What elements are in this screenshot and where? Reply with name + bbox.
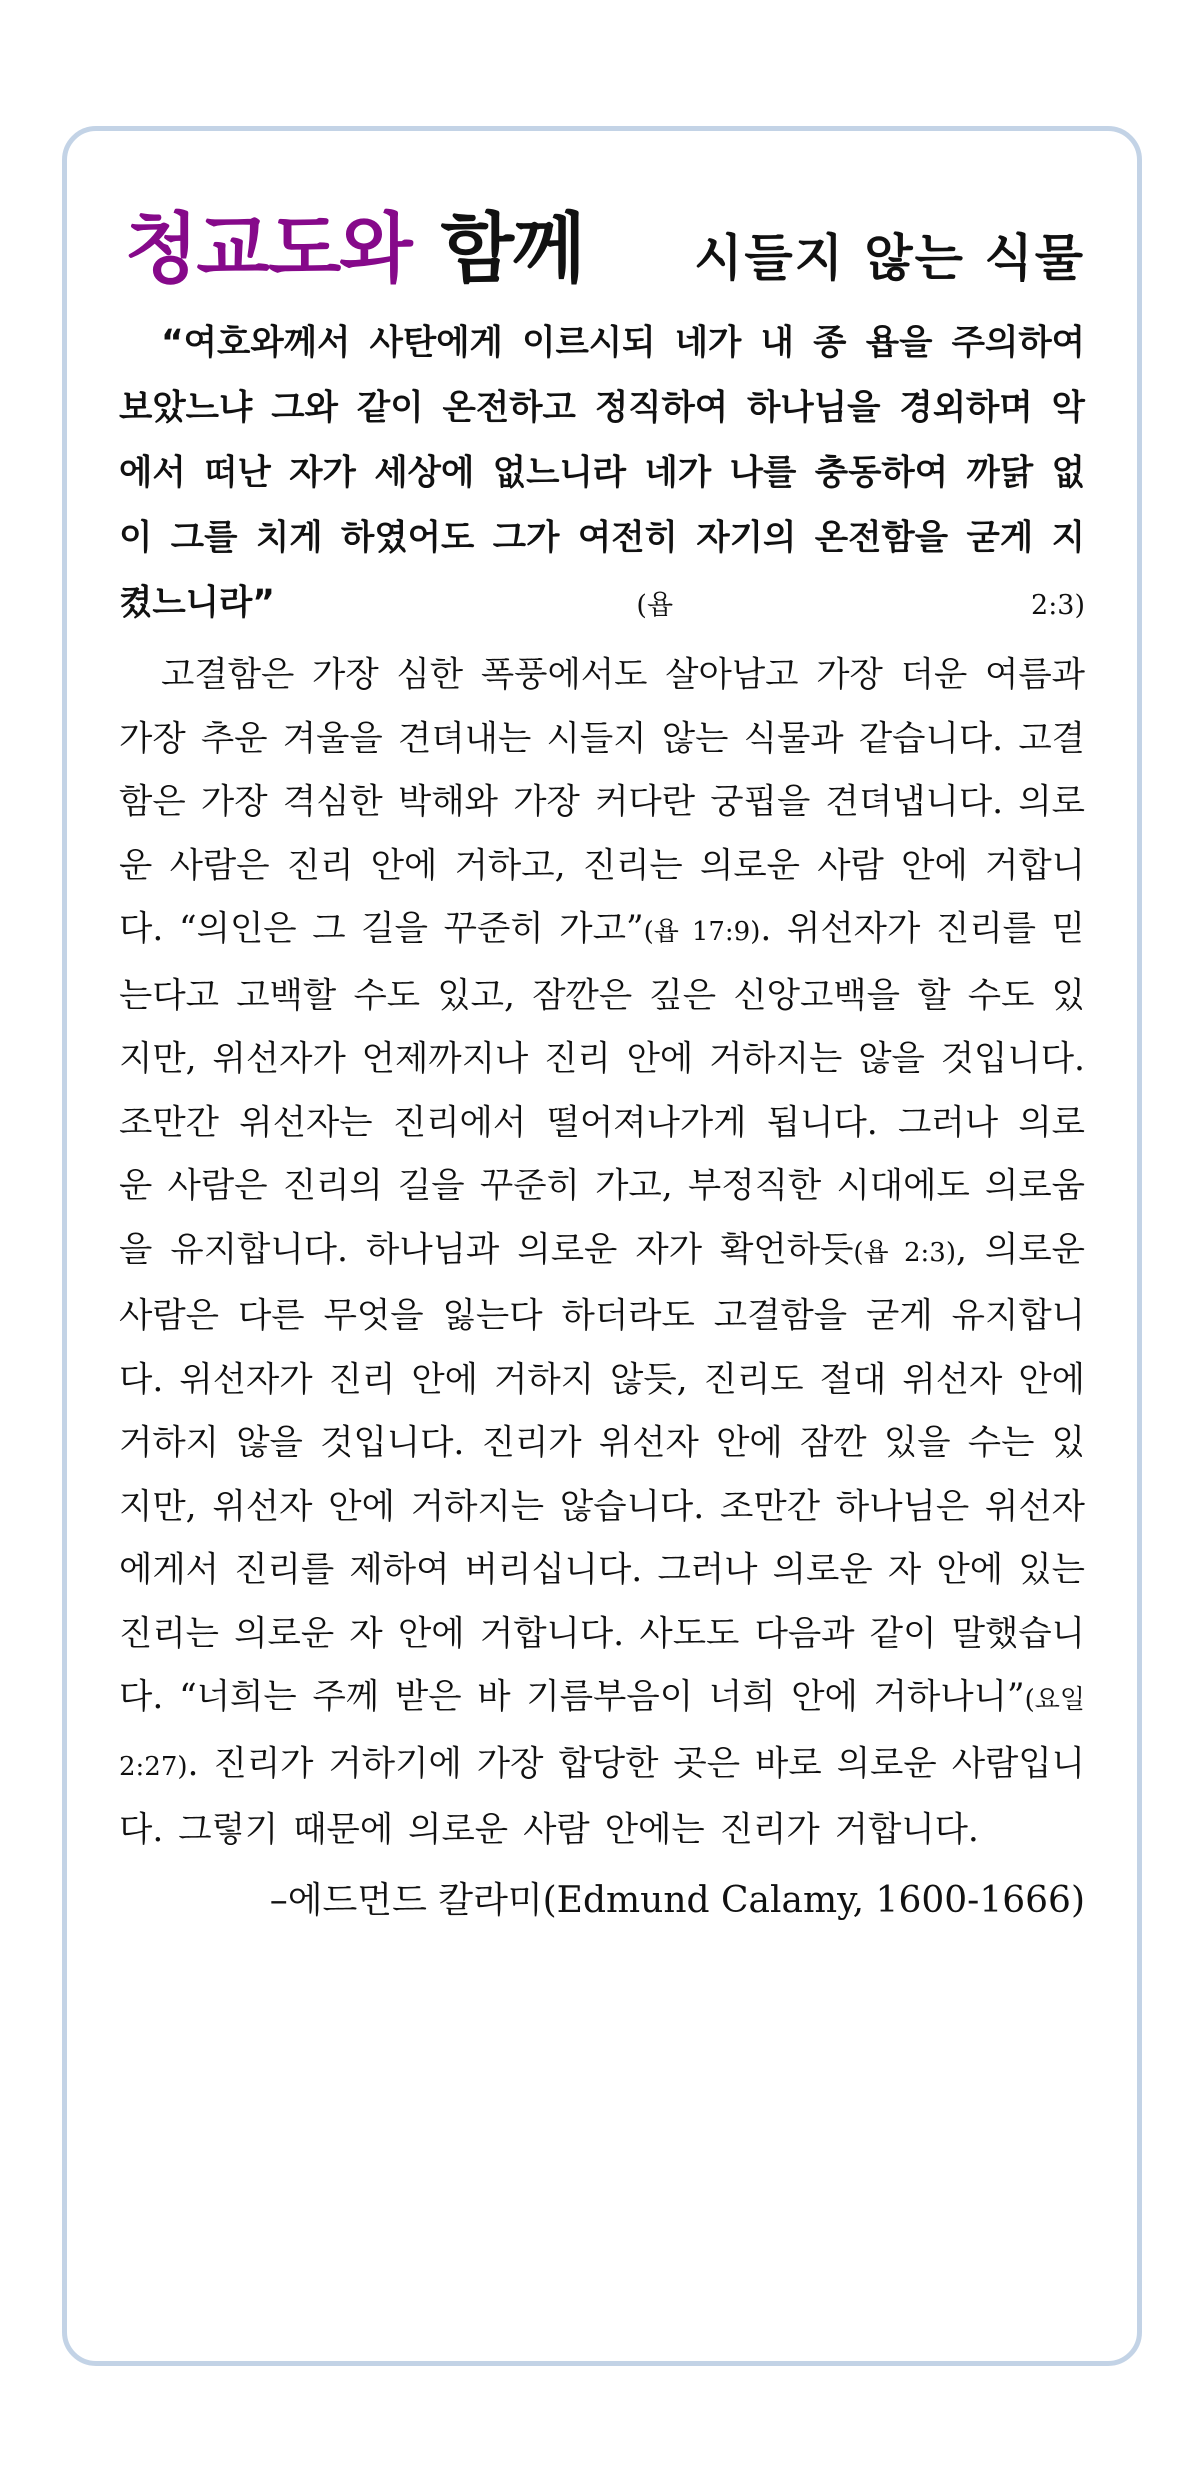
body-part1: 고결함은 가장 심한 폭풍에서도 살아남고 가장 더운 여름과 가장 추운 겨울을 견뎌내는 시들지 않는 식물과 같습니다. 고결함은 가장 격심한 박해와 가장 커다란 궁핍을 견뎌냅니다. 의로운 사람은 진리 안에 거하고, 진리는 의로운 사람 안에 거합니다. “의인은 그 길을 꾸준히 가고” xyxy=(119,655,1085,949)
body-ref1: (욥 17:9) xyxy=(643,917,761,947)
body-paragraph xyxy=(119,644,1085,1863)
body-ref3: (요일 2:27) xyxy=(119,1685,1085,1782)
body-part3: , 의로운 사람은 다른 무엇을 잃는다 하더라도 고결함을 굳게 유지합니다. 위선자가 진리 안에 거하지 않듯, 진리도 절대 위선자 안에 거하지 않을 것입니다. 진리가 위선자 안에 잠깐 있을 수는 있지만, 위선자 안에 거하지는 않습니다. 조만간 하나님은 위선자에게서 진리를 제하여 버리십니다. 그러나 의로운 자 안에 있는 진리는 의로운 자 안에 거합니다. 사도도 다음과 같이 말했습니다. “너희는 주께 받은 바 기름부음이 너희 안에 거하나니” xyxy=(119,1229,1085,1717)
article-subtitle: 시들지 않는 식물 xyxy=(694,229,1085,287)
body-part4: . 진리가 거하기에 가장 합당한 곳은 바로 의로운 사람입니다. 그렇기 때문에 의로운 사람 안에는 진리가 거합니다. xyxy=(119,1743,1085,1850)
brand-title-part1: 청교도와 xyxy=(125,204,411,293)
quote-citation: (욥 2:3) xyxy=(636,590,1085,621)
body-part2: . 위선자가 진리를 믿는다고 고백할 수도 있고, 잠깐은 깊은 신앙고백을 할 수도 있지만, 위선자가 언제까지나 진리 안에 거하지는 않을 것입니다. 조만간 위선자는 진리에서 떨어져나가게 됩니다. 그러나 의로운 사람은 진리의 길을 꾸준히 가고, 부정직한 시대에도 의로움을 유지합니다. 하나님과 의로운 자가 확언하듯 xyxy=(119,909,1086,1270)
author-attribution: –에드먼드 칼라미(Edmund Calamy, 1600-1666) xyxy=(269,1879,1085,1921)
article-card xyxy=(62,126,1142,2366)
scripture-quote xyxy=(119,311,1085,638)
article-header xyxy=(125,191,1085,293)
quote-text: “여호와께서 사탄에게 이르시되 네가 내 종 욥을 주의하여 보았느냐 그와 같이 온전하고 정직하여 하나님을 경외하며 악에서 떠난 자가 세상에 없느니라 네가 나를 충동하여 까닭 없이 그를 치게 하였어도 그가 여전히 자기의 온전함을 굳게 지켰느니라” xyxy=(119,323,1085,623)
brand-title-part2: 함께 xyxy=(440,204,584,293)
body-ref2: (욥 2:3) xyxy=(853,1237,956,1268)
